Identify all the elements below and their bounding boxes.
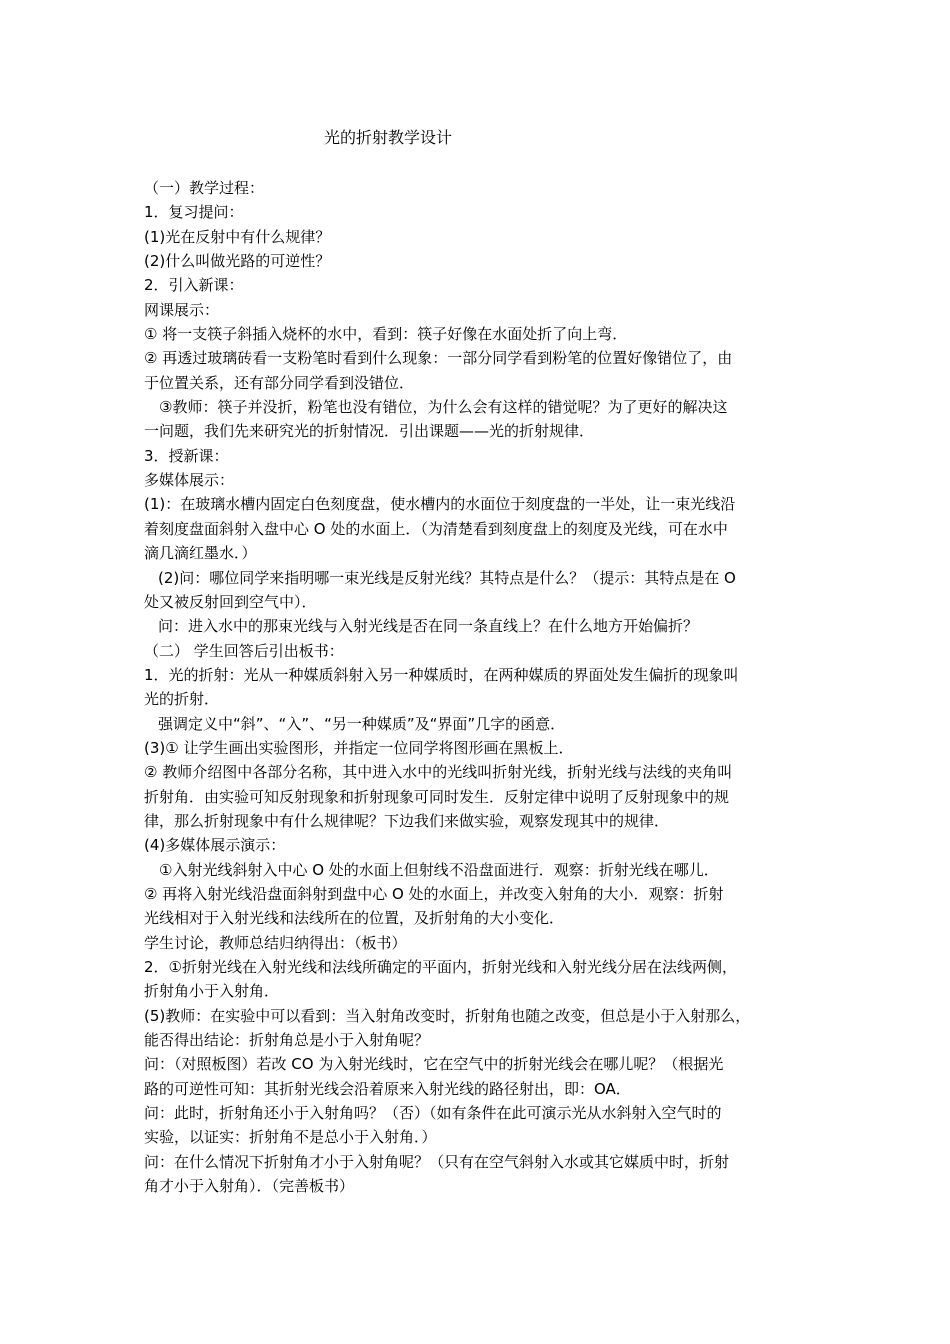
text-line: 路的可逆性可知：其折射光线会沿着原来入射光线的路径射出，即：OA．: [144, 1079, 631, 1098]
text-line: ② 教师介绍图中各部分名称，其中进入水中的光线叫折射光线，折射光线与法线的夹角叫: [144, 763, 733, 782]
text-line: 问：此时，折射角还小于入射角吗？（否）（如有条件在此可演示光从水斜射入空气时的: [144, 1104, 722, 1123]
text-line: 问：（对照板图）若改 CO 为入射光线时，它在空气中的折射光线会在哪儿呢？（根据光: [144, 1055, 724, 1074]
text-line: 2．引入新课：: [144, 276, 244, 295]
text-line: 2．①折射光线在入射光线和法线所确定的平面内，折射光线和入射光线分居在法线两侧，: [144, 958, 737, 976]
text-line: ② 再将入射光线沿盘面斜射到盘中心 O 处的水面上，并改变入射角的大小．观察：折射: [144, 884, 724, 903]
text-line: 强调定义中“斜”、“入”、“另一种媒质”及“界面”几字的函意．: [158, 714, 566, 733]
text-line: 问：进入水中的那束光线与入射光线是否在同一条直线上？在什么地方开始偏折？: [158, 617, 699, 636]
text-line: (4)多媒体展示演示：: [144, 836, 286, 855]
document-body: [144, 176, 814, 1198]
text-line: 光线相对于入射光线和法线所在的位置，及折射角的大小变化．: [144, 909, 565, 928]
text-line: (3)① 让学生画出实验图形，并指定一位同学将图形画在黑板上．: [144, 738, 574, 757]
text-line: 3．授新课：: [144, 446, 229, 465]
text-line: 1．光的折射：光从一种媒质斜射入另一种媒质时，在两种媒质的界面处发生偏折的现象叫: [144, 665, 739, 684]
text-line: 光的折射．: [144, 690, 220, 709]
text-line: 折射角小于入射角．: [144, 982, 280, 1001]
text-line: (1)光在反射中有什么规律？: [144, 227, 331, 246]
text-line: 滴几滴红墨水．）: [144, 544, 257, 563]
text-line: (2)问：哪位同学来指明哪一束光线是反射光线？其特点是什么？（提示：其特点是在 O: [158, 568, 736, 587]
text-line: （二） 学生回答后引出板书：: [144, 641, 344, 660]
text-line: ①入射光线斜射入中心 O 处的水面上但射线不沿盘面进行．观察：折射光线在哪儿．: [159, 860, 719, 879]
text-line: 多媒体展示：: [144, 471, 235, 490]
text-line: ② 再透过玻璃砖看一支粉笔时看到什么现象：一部分同学看到粉笔的位置好像错位了，由: [144, 349, 733, 368]
text-line: 能否得出结论：折射角总是小于入射角呢？: [144, 1031, 430, 1050]
text-line: (2)什么叫做光路的可逆性？: [144, 252, 331, 271]
text-line: 角才小于入射角）．（完善板书）: [144, 1177, 355, 1196]
text-line: 问：在什么情况下折射角才小于入射角呢？（只有在空气斜射入水或其它媒质中时，折射: [144, 1152, 730, 1171]
text-line: 学生讨论，教师总结归纳得出：（板书）: [144, 933, 407, 952]
text-line: 于位置关系，还有部分同学看到没错位．: [144, 373, 415, 392]
text-line: (1)：在玻璃水槽内固定白色刻度盘，使水槽内的水面位于刻度盘的一半处，让一束光线沿: [144, 495, 736, 514]
text-line: 律，那么折射现象中有什么规律呢？下边我们来做实验，观察发现其中的规律．: [144, 811, 670, 830]
text-line: 折射角．由实验可知反射现象和折射现象可同时发生．反射定律中说明了反射现象中的规: [144, 787, 730, 806]
text-line: （一）教学过程：: [144, 179, 265, 197]
text-line: ③教师：筷子并没折，粉笔也没有错位，为什么会有这样的错觉呢？为了更好的解决这: [159, 398, 728, 417]
text-line: 处又被反射回到空气中）．: [144, 592, 317, 611]
text-line: 网课展示：: [144, 300, 220, 319]
text-line: (5)教师：在实验中可以看到：当入射角改变时，折射角也随之改变，但总是小于入射那么，: [144, 1006, 751, 1025]
text-line: 着刻度盘面斜射入盘中心 O 处的水面上．（为清楚看到刻度盘上的刻度及光线，可在水中: [144, 519, 728, 538]
text-line: 1．复习提问：: [144, 203, 244, 222]
text-line: 实验，以证实：折射角不是总小于入射角．）: [144, 1128, 437, 1147]
document-title: 光的折射教学设计: [323, 128, 452, 147]
text-line: 一问题，我们先来研究光的折射情况．引出课题——光的折射规律．: [144, 422, 595, 441]
text-line: ① 将一支筷子斜插入烧杯的水中，看到：筷子好像在水面处折了向上弯．: [144, 325, 628, 344]
